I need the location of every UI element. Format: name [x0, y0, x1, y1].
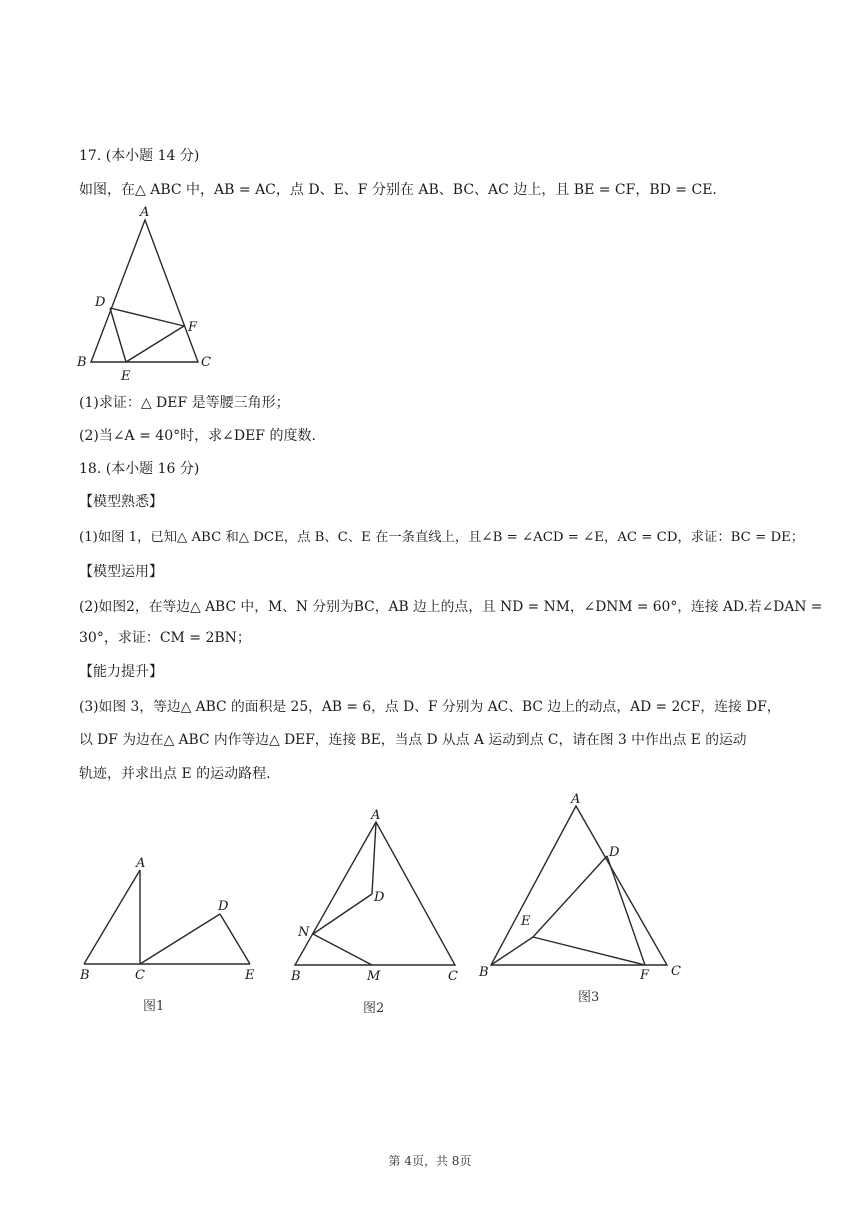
- fig2-caption: 图2: [363, 1001, 385, 1016]
- fig3-label-f: F: [640, 968, 650, 983]
- fig2-segment-nm: [313, 934, 372, 965]
- q17-stem: 如图，在△ ABC 中，AB = AC，点 D、E、F 分别在 AB、BC、AC 边上，且 BE = CF，BD = CE.: [79, 182, 717, 198]
- q17-label-d: D: [95, 295, 106, 310]
- q17-triangle-abc: [91, 220, 198, 362]
- q18-section-title-1: 【模型熟悉】: [79, 494, 163, 510]
- q18-figure-2: [285, 800, 475, 1020]
- fig3-label-a: A: [571, 792, 581, 807]
- page-footer: 第 4页，共 8页: [388, 1154, 472, 1168]
- q18-header: 18. (本小题 16 分): [79, 461, 200, 477]
- q18-part3-line1: (3)如图 3，等边△ ABC 的面积是 25，AB = 6，点 D、F 分别为 AC、BC 边上的动点，AD = 2CF，连接 DF，: [79, 699, 781, 715]
- fig1-segment-ab: [84, 870, 140, 964]
- q17-label-f: F: [188, 320, 198, 335]
- fig2-segment-ad: [372, 822, 376, 894]
- fig2-label-c: C: [448, 969, 458, 984]
- q17-label-c: C: [201, 355, 211, 370]
- fig3-label-c: C: [671, 964, 681, 979]
- q18-figure-1: [70, 840, 270, 1020]
- q17-part1: (1)求证：△ DEF 是等腰三角形；: [79, 395, 290, 411]
- q17-segment-de: [110, 308, 126, 362]
- q17-part2: (2)当∠A = 40°时，求∠DEF 的度数.: [79, 428, 316, 444]
- q18-part2-line1: (2)如图2，在等边△ ABC 中，M、N 分别为BC，AB 边上的点，且 ND = NM，∠DNM = 60°，连接 AD.若∠DAN =: [79, 599, 823, 615]
- q18-part2-line2: 30°，求证：CM = 2BN；: [79, 630, 251, 646]
- q18-section-title-2: 【模型运用】: [79, 564, 163, 580]
- fig3-caption: 图3: [578, 990, 600, 1005]
- q18-part3-line3: 轨迹，并求出点 E 的运动路程.: [79, 766, 271, 782]
- fig3-label-d: D: [609, 845, 620, 860]
- q18-part1: (1)如图 1，已知△ ABC 和△ DCE，点 B、C、E 在一条直线上，且∠B = ∠ACD = ∠E，AC = CD，求证：BC = DE；: [79, 530, 805, 545]
- fig2-label-m: M: [367, 969, 381, 984]
- q17-label-a: A: [140, 205, 150, 220]
- fig1-segment-cd: [140, 914, 220, 964]
- fig1-caption: 图1: [143, 999, 165, 1014]
- fig3-label-b: B: [479, 965, 489, 980]
- q17-segment-df: [110, 308, 184, 326]
- fig2-label-n: N: [298, 925, 310, 940]
- fig2-segment-dn: [313, 894, 372, 934]
- fig1-segment-de: [220, 914, 250, 964]
- fig1-label-c: C: [135, 968, 145, 983]
- q18-section-title-3: 【能力提升】: [79, 664, 163, 680]
- fig2-label-d: D: [374, 890, 385, 905]
- fig1-label-e: E: [245, 968, 255, 983]
- q17-label-e: E: [121, 369, 131, 384]
- q17-figure: [70, 200, 230, 385]
- q17-label-b: B: [77, 355, 87, 370]
- q17-header: 17. (本小题 14 分): [79, 148, 200, 164]
- fig1-label-a: A: [136, 856, 146, 871]
- fig3-triangle-abc: [491, 806, 667, 965]
- fig3-segment-ef: [533, 937, 645, 965]
- q17-segment-ef: [126, 326, 184, 362]
- fig3-segment-df: [607, 856, 645, 965]
- fig3-label-e: E: [521, 914, 531, 929]
- fig1-label-d: D: [218, 899, 229, 914]
- fig3-segment-de: [533, 856, 607, 937]
- fig2-label-b: B: [291, 969, 301, 984]
- fig1-label-b: B: [80, 968, 90, 983]
- q18-part3-line2: 以 DF 为边在△ ABC 内作等边△ DEF，连接 BE，当点 D 从点 A 运动到点 C，请在图 3 中作出点 E 的运动: [79, 732, 747, 748]
- fig3-segment-be: [491, 937, 533, 965]
- fig2-label-a: A: [371, 808, 381, 823]
- q18-figure-3: [475, 790, 695, 1015]
